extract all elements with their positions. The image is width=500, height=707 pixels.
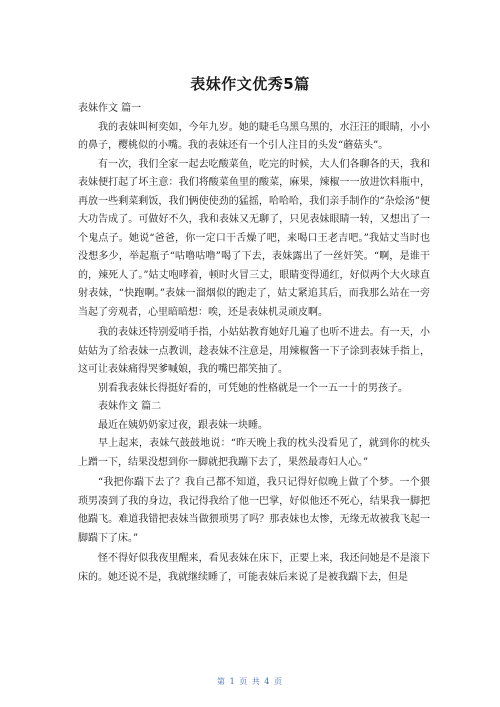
section-heading: 表妹作文 篇二	[98, 401, 162, 412]
paragraph: 怪不得好似我夜里醒来，看见表妹在床下，正要上来，我还问她是不是滚下床的。她还说不是，我就继续睡了，可能表妹后来说了是被我踹下去，但是	[78, 553, 430, 583]
paragraph: 我的表妹叫柯奕如，今年九岁。她的睫毛乌黑乌黑的，水汪汪的眼睛，小小的鼻子，樱桃似的小嘴。我的表妹还有一个引人注目的头发“蘑菇头”。	[78, 121, 430, 151]
section-heading: 表妹作文 篇一	[78, 103, 142, 114]
paragraph: 最近在姨奶奶家过夜，跟表妹一块睡。	[98, 419, 268, 431]
paragraph: “我把你踹下去了？我自己都不知道，我只记得好似晚上做了个梦。一个猥琐男凑到了我的身边，我记得我给了他一巴掌，好似他还不死心，结果我一脚把他踹飞。难道我错把表妹当做猥琐男了吗？那表妹也太惨，无缘无故被我飞起一脚踹下了床。”	[78, 477, 430, 544]
page-number-footer: 第 1 页 共 4 页	[217, 677, 283, 686]
paragraph: 我的表妹还特别爱哨手指，小姑姑教育她好几遍了也听不进去。有一天，小姑姑为了给表妹一点教训，趁表妹不注意是，用辣椒酱一下子涂到表妹手指上，这可让表妹痛得哭爹喊娘，我的嘴巴都笑抽了。	[78, 327, 430, 375]
document-body	[78, 100, 430, 587]
document-title: 表妹作文优秀5篇	[190, 75, 310, 93]
paragraph: 有一次，我们全家一起去吃酸菜鱼，吃完的时候，大人们各聊各的天，我和表妹便打起了坏主意：我们将酸菜鱼里的酸菜，麻果，辣椒一一放进饮料瓶中，再放一些剩菜剩饭，我们俩使使劲的猛摇，哈哈哈，我们亲手制作的“杂烩汤”便大功告成了。可做好不久，我和表妹又无聊了，只见表妹眼睛一转，又想出了一个鬼点子。她说“爸爸，你一定口干舌燥了吧，来喝口王老吉吧。”我姑丈当时也没想多少，举起瓶子“咕噜咕噜”喝了下去，表妹露出了一丝奸笑。“啊，是谁干的，辣死人了。”姑丈咆哮着，顿时火冒三丈，眼睛变得通红，好似两个大火球直射表妹，“快跑啊。”表妹一溜烟似的跑走了，姑丈紧追其后，而我那么站在一旁当起了旁观者，心里暗暗想：唉，还是表妹机灵顽皮啊。	[78, 158, 430, 318]
paragraph: 早上起来，表妹气鼓鼓地说：“昨天晚上我的枕头没看见了，就到你的枕头上蹭一下，结果没想到你一脚就把我蹦下去了，果然最毒妇人心。”	[78, 438, 430, 468]
paragraph: 别看我表妹长得挺好看的，可凭她的性格就是一个一五一十的男孩子。	[98, 382, 408, 394]
